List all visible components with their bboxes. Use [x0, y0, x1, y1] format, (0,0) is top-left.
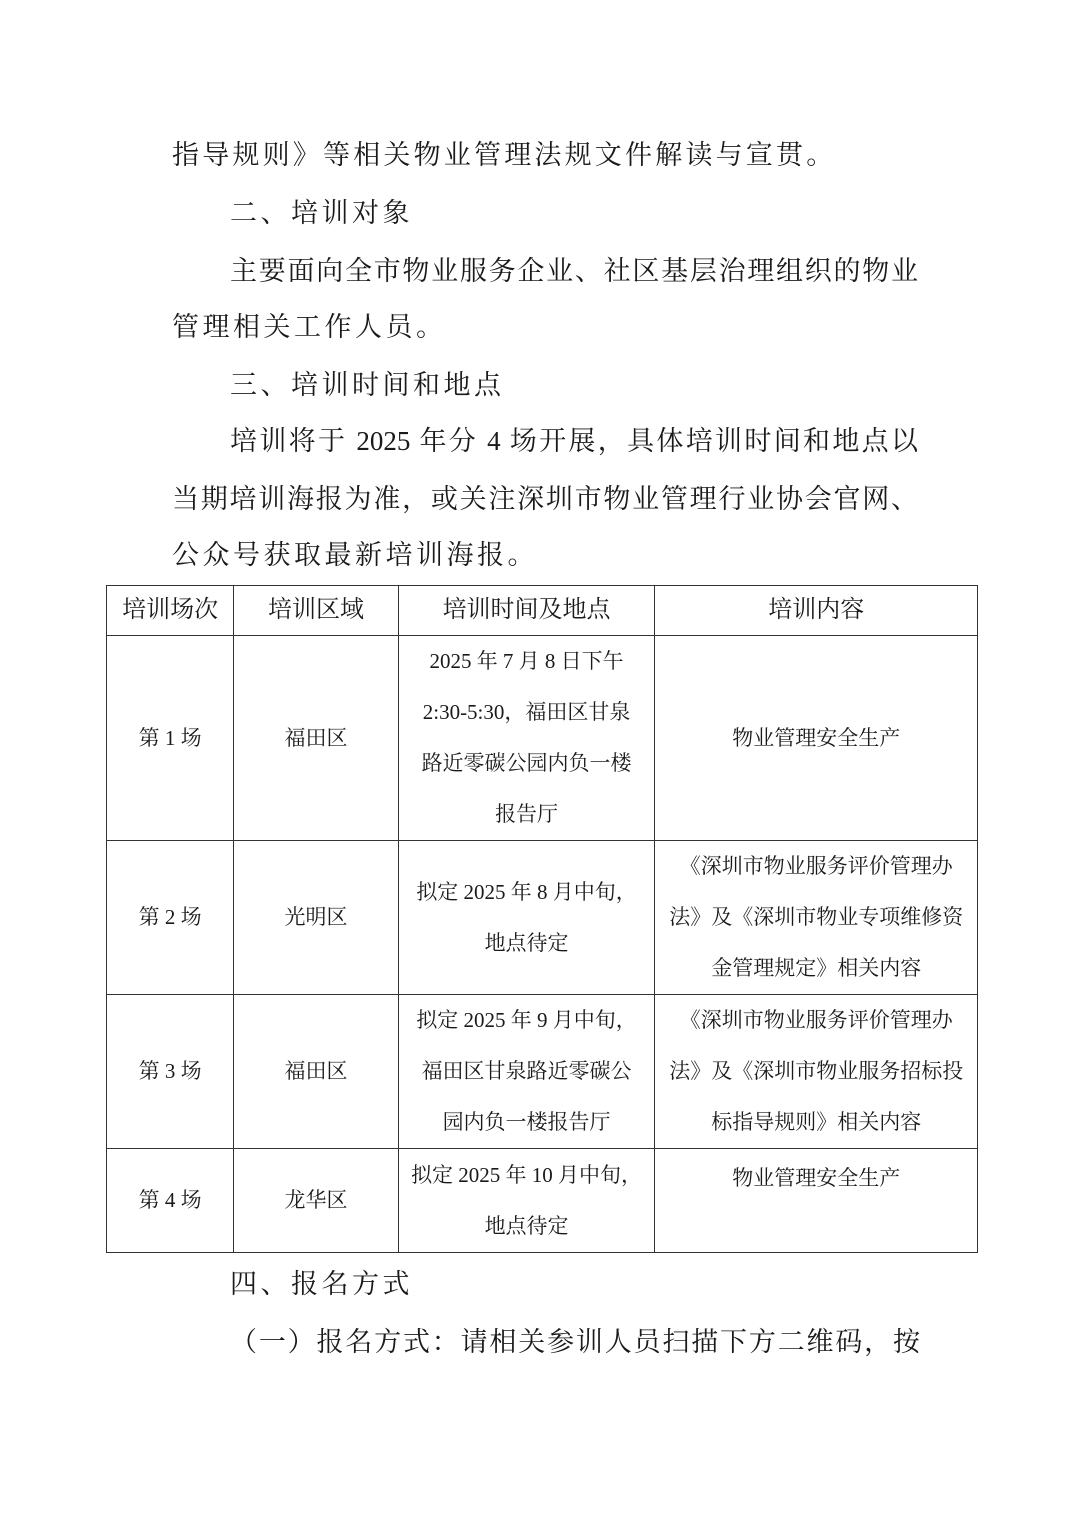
paragraph-line: 主要面向全市物业服务企业、社区基层治理组织的物业 — [230, 256, 918, 286]
cell-line: 路近零碳公园内负一楼 — [421, 751, 632, 775]
cell-line: 物业管理安全生产 — [732, 725, 901, 750]
cell-line: 《深圳市物业服务评价管理办 — [679, 1008, 953, 1032]
header-time-location: 培训时间及地点 — [398, 586, 655, 636]
training-schedule-table — [106, 585, 978, 1253]
paragraph-line: 公众号获取最新培训海报。 — [172, 540, 538, 570]
cell-line: 拟定 2025 年 10 月中旬， — [411, 1162, 643, 1187]
cell-line: 园内负一楼报告厅 — [442, 1110, 611, 1134]
cell-session: 第 4 场 — [107, 1149, 234, 1253]
cell-time — [398, 1149, 655, 1253]
cell-line: 物业管理安全生产 — [732, 1166, 901, 1190]
cell-line: 标指导规则》相关内容 — [711, 1110, 922, 1134]
paragraph-line: 管理相关工作人员。 — [172, 312, 447, 342]
cell-line: 法》及《深圳市物业专项维修资 — [669, 905, 964, 929]
cell-area: 光明区 — [234, 841, 398, 995]
paragraph-line: 指导规则》等相关物业管理法规文件解读与宣贯。 — [172, 140, 837, 170]
cell-content — [655, 841, 978, 995]
cell-line: 2025 年 7 月 8 日下午 — [429, 649, 624, 673]
cell-time — [398, 636, 655, 841]
table-and-following-text — [0, 585, 1080, 1359]
cell-line: 2:30-5:30，福田区甘泉 — [422, 700, 631, 724]
section-heading: 三、培训时间和地点 — [230, 370, 505, 400]
table-row — [107, 841, 978, 995]
cell-line: 法》及《深圳市物业服务招标投 — [669, 1059, 964, 1083]
cell-time — [398, 841, 655, 995]
table-header-row — [107, 586, 978, 636]
cell-session: 第 3 场 — [107, 995, 234, 1149]
cell-line: 地点待定 — [484, 1213, 569, 1238]
cell-line: 拟定 2025 年 8 月中旬， — [416, 879, 637, 904]
table-row — [107, 636, 978, 841]
cell-content — [655, 995, 978, 1149]
cell-session: 第 2 场 — [107, 841, 234, 995]
cell-area: 福田区 — [234, 636, 398, 841]
header-area: 培训区域 — [234, 586, 398, 636]
header-content: 培训内容 — [655, 586, 978, 636]
cell-line: 福田区甘泉路近零碳公 — [421, 1059, 632, 1083]
paragraph-line: 当期培训海报为准，或关注深圳市物业管理行业协会官网、 — [172, 484, 918, 514]
section-heading: 二、培训对象 — [230, 198, 413, 228]
section-heading: 四、报名方式 — [230, 1269, 413, 1299]
cell-area: 福田区 — [234, 995, 398, 1149]
cell-content — [655, 1149, 978, 1253]
cell-line: 金管理规定》相关内容 — [711, 956, 922, 980]
paragraph-line: （一）报名方式：请相关参训人员扫描下方二维码，按 — [230, 1327, 920, 1357]
cell-line: 拟定 2025 年 9 月中旬， — [416, 1008, 637, 1032]
cell-session: 第 1 场 — [107, 636, 234, 841]
cell-time — [398, 995, 655, 1149]
cell-content — [655, 636, 978, 841]
cell-line: 报告厅 — [495, 802, 559, 826]
table-row — [107, 1149, 978, 1253]
paragraph-line: 培训将于 2025 年分 4 场开展，具体培训时间和地点以 — [230, 426, 918, 456]
table-row — [107, 995, 978, 1149]
cell-line: 地点待定 — [484, 930, 569, 955]
cell-area: 龙华区 — [234, 1149, 398, 1253]
header-session: 培训场次 — [107, 586, 234, 636]
cell-line: 《深圳市物业服务评价管理办 — [679, 854, 953, 878]
